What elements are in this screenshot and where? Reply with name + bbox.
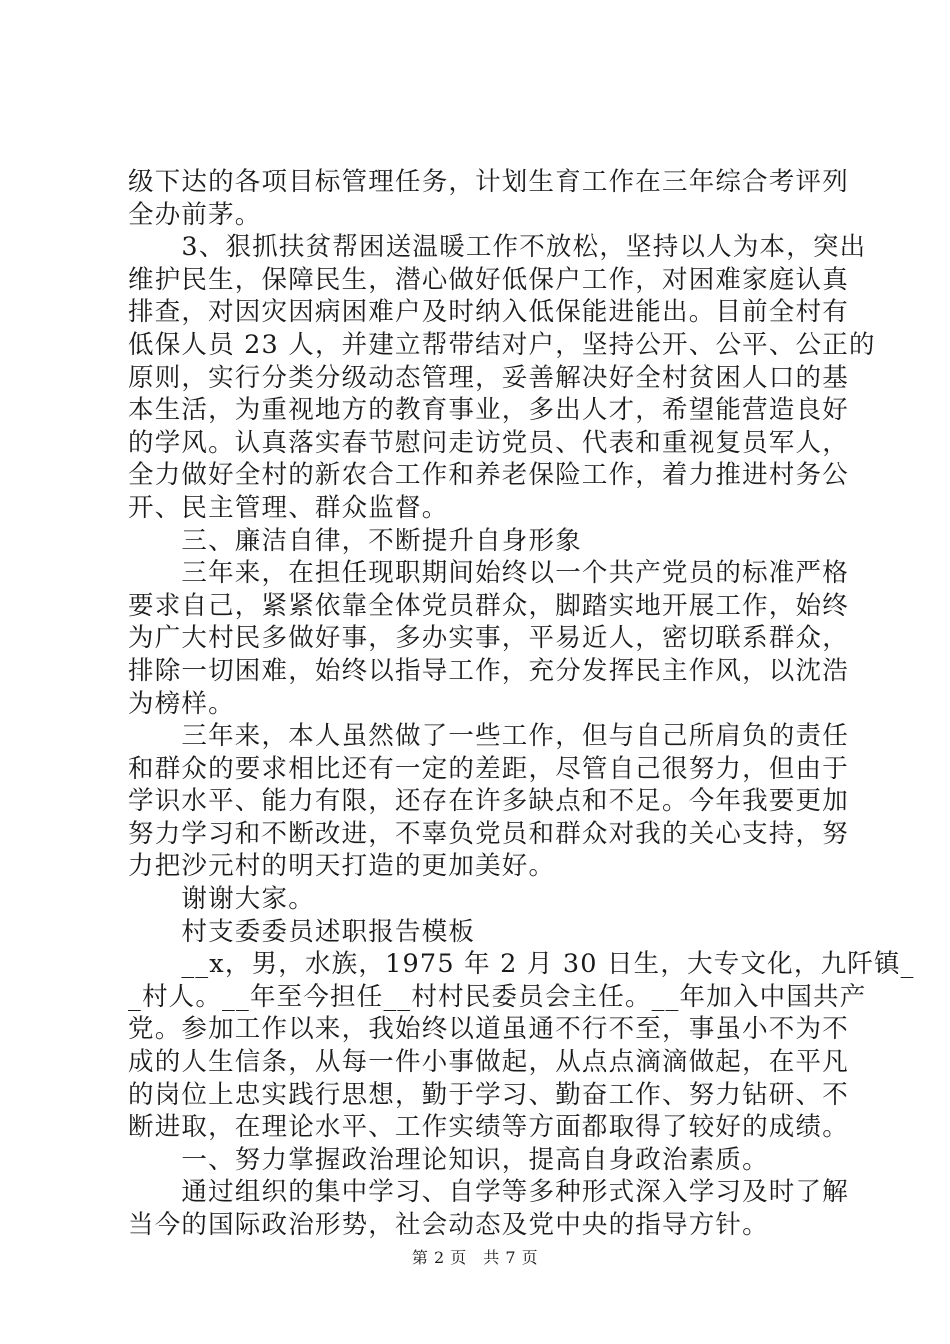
text-line: 级下达的各项目标管理任务，计划生育工作在三年综合考评列 (128, 167, 849, 197)
text-line: 力把沙元村的明天打造的更加美好。 (128, 851, 556, 882)
text-line: 的学风。认真落实春节慰问走访党员、代表和重视复员军人， (128, 427, 849, 458)
text-line: 断进取，在理论水平、工作实绩等方面都取得了较好的成绩。 (128, 1112, 849, 1143)
section-heading: 三、廉洁自律，不断提升自身形象 (128, 525, 582, 556)
text-line: 学识水平、能力有限，还存在许多缺点和不足。今年我要更加 (128, 786, 849, 817)
text-line: 开、民主管理、群众监督。 (128, 492, 449, 523)
text-line: __x，男，水族，1975 年 2 月 30 日生，大专文化，九阡镇_ (128, 949, 915, 980)
section-heading: 一、努力掌握政治理论知识，提高自身政治素质。 (128, 1144, 769, 1175)
text-line: 谢谢大家。 (128, 884, 315, 915)
text-line: 原则，实行分类分级动态管理，妥善解决好全村贫困人口的基 (128, 362, 849, 393)
text-line: 党。参加工作以来，我始终以道虽通不行不至，事虽小不为不 (128, 1014, 849, 1045)
text-line: 为榜样。 (128, 688, 235, 719)
text-line: 三年来，在担任现职期间始终以一个共产党员的标准严格 (128, 558, 849, 589)
document-body (128, 166, 915, 1242)
text-line: 为广大村民多做好事，多办实事，平易近人，密切联系群众， (128, 623, 849, 654)
section-heading: 村支委委员述职报告模板 (128, 916, 476, 947)
text-line: 全办前茅。 (128, 199, 262, 230)
text-line: 的岗位上忠实践行思想，勤于学习、勤奋工作、努力钻研、不 (128, 1079, 849, 1110)
text-line: 当今的国际政治形势，社会动态及党中央的指导方针。 (128, 1210, 769, 1240)
page-number-footer: 第 2 页 共 7 页 (411, 1248, 539, 1267)
text-line: 三年来，本人虽然做了一些工作，但与自己所肩负的责任 (128, 721, 849, 752)
text-line: 3、狠抓扶贫帮困送温暖工作不放松，坚持以人为本，突出 (128, 232, 867, 263)
text-line: _村人。__年至今担任__村村民委员会主任。__年加入中国共产 (128, 981, 867, 1012)
text-line: 成的人生信条，从每一件小事做起，从点点滴滴做起，在平凡 (128, 1047, 849, 1078)
text-line: 本生活，为重视地方的教育事业，多出人才，希望能营造良好 (128, 395, 849, 426)
text-line: 努力学习和不断改进，不辜负党员和群众对我的关心支持，努 (128, 818, 849, 849)
text-line: 和群众的要求相比还有一定的差距，尽管自己很努力，但由于 (128, 753, 849, 784)
text-line: 排除一切困难，始终以指导工作，充分发挥民主作风，以沈浩 (128, 655, 849, 686)
text-line: 低保人员 23 人，并建立帮带结对户，坚持公开、公平、公正的 (128, 329, 876, 360)
text-line: 全力做好全村的新农合工作和养老保险工作，着力推进村务公 (128, 460, 849, 491)
text-line: 通过组织的集中学习、自学等多种形式深入学习及时了解 (128, 1177, 849, 1208)
text-line: 要求自己，紧紧依靠全体党员群众，脚踏实地开展工作，始终 (128, 590, 849, 621)
text-line: 维护民生，保障民生，潜心做好低保户工作，对困难家庭认真 (128, 264, 849, 295)
text-line: 排查，对因灾因病困难户及时纳入低保能进能出。目前全村有 (128, 297, 849, 328)
